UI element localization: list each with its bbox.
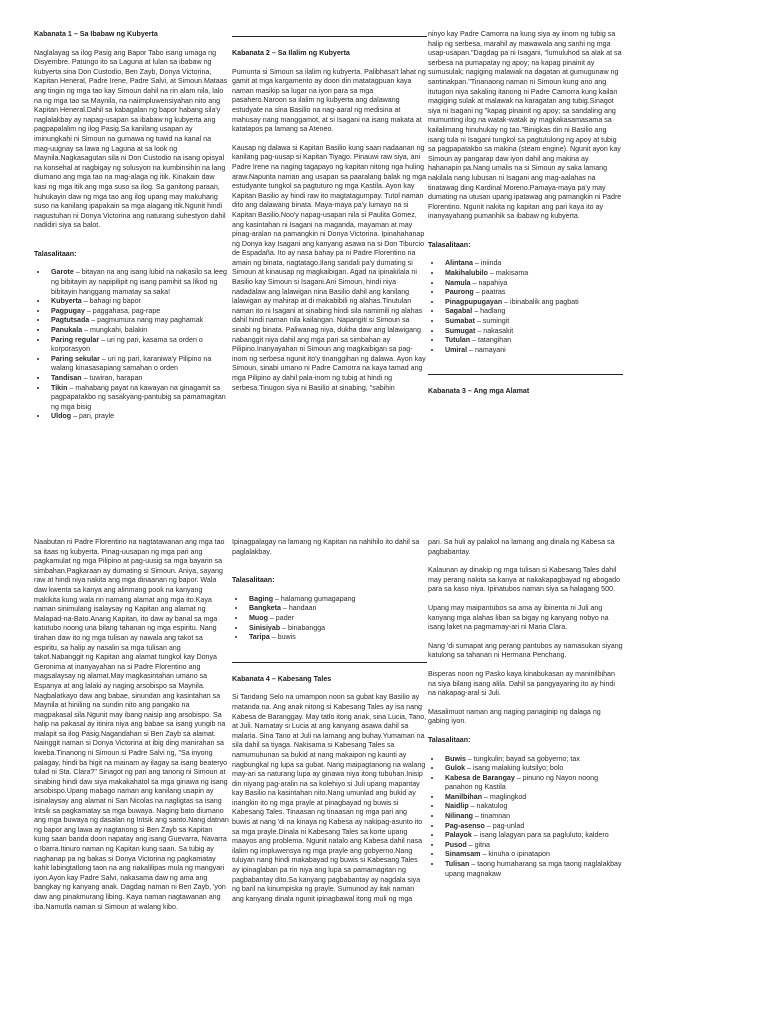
vocab-term: Pagpugay	[51, 306, 85, 315]
vocab-term: Pinagpupugayan	[445, 297, 503, 306]
vocab-term: Paring sekular	[51, 354, 100, 363]
vocab-term: Pag-asenso	[445, 821, 485, 830]
vocab-item	[48, 326, 229, 336]
vocab-term: Sinisiyab	[249, 623, 281, 632]
vocab-definition: – pagmumura nang may paghamak	[89, 316, 204, 325]
vocab-term: Makihalubilo	[445, 269, 488, 278]
vocab-term: Tandisan	[51, 374, 82, 382]
divider	[232, 662, 427, 663]
vocab-definition: – buwis	[269, 633, 296, 642]
vocab-term: Manilbihan	[445, 792, 483, 801]
vocab-term: Baging	[249, 594, 274, 603]
chapter-4-paragraph-5: Nang 'di sumapat ang perang pantubos ay namasukan siyang katulong sa tahanan ni Hermana Penchang.	[428, 641, 623, 660]
vocab-definition: – tatangihan	[470, 336, 512, 345]
vocab-definition: – paatras	[473, 288, 506, 297]
chapter-4-vocab-title: Talasalitaan:	[428, 735, 471, 744]
vocab-definition: – pag-unlad	[484, 821, 525, 830]
vocab-term: Pusod	[445, 840, 467, 849]
vocab-term: Namula	[445, 278, 471, 287]
vocab-definition: – bahagi ng bapor	[81, 297, 141, 306]
vocab-term: Umiral	[445, 345, 468, 354]
vocab-definition: – hadlang	[472, 307, 506, 316]
vocab-term: Nilinang	[445, 812, 473, 821]
vocab-item	[246, 633, 427, 643]
vocab-definition: – namayani	[467, 345, 506, 354]
vocab-definition: – halamang gumagapang	[273, 594, 356, 603]
vocab-term: Bangketa	[249, 604, 281, 613]
vocab-item	[442, 822, 623, 832]
vocab-definition: – paggahasa, pag-rape	[84, 306, 161, 315]
vocab-item	[442, 259, 623, 269]
column-bottom-middle	[232, 538, 427, 913]
column-top-right	[428, 30, 623, 406]
vocab-item	[48, 316, 229, 326]
vocab-item	[442, 860, 623, 879]
vocab-term: Tulisan	[445, 860, 470, 869]
vocab-item	[246, 604, 427, 614]
vocab-definition: – maglingkod	[482, 792, 527, 801]
vocab-item	[442, 764, 623, 774]
chapter-4-paragraph-6: Bisperas noon ng Pasko kaya kinabukasan ay maninilbihan na siya bilang isang alila. Dahil sa pangyayaring ito ay hindi na nakapag-aral si Juli.	[428, 669, 615, 698]
vocab-term: Sumugat	[445, 326, 476, 335]
chapter-2-paragraph-1: Pumunta si Simoun sa ilalim ng kubyerta. Palibhasa't lahat ng gamit at mga kargamento ay doon din matatagpuan kaya naman masikip sa lugar na iyon para sa mga pasahero.Naroon sa ilalim ng kubyerta ang dalawang estudyate na sina Basilio na nag-aaral ng medisina at mahusay nang manggamot, at si Isagani na isang makata at katatapos pa lamang sa Ateneo.	[232, 67, 426, 134]
vocab-item	[442, 774, 623, 793]
chapter-2-paragraph-3: ninyo kay Padre Camorra na kung siya ay iinom ng tubig sa halip ng serbesa, marahil ay mawawala ang sanhi ng mga usap-usapan."Dagdag pa ni Isagani, "lumuluhod sa alak at sa serbesa na pumapatay ng apoy; na kapag pinainit ay sumusulak; nagiging malawak na dagatan at gumugunaw ng santinakpan."Tinanaong naman ni Simoun kung ano ang itutugon niya sakaling itanong ni Padre Camorra kung kailan magiging sulak at malawak na karagatan ang tubig.Sinagot siya ni Isagani ng "kapag pinainit ng apoy; sa sandaling ang mumunting ilog na watak-watak ay magkakasamasama sa kailalimang hinuhukay ng tao."Binigkas din ni Basilio ang isang tula ni Isagani tungkol sa pagtutulong ng apoy at tubig sa pagpapatakbo sa makina (steam engine). Ngunit ayon kay Simoun ay pangarap daw iyon dahil ang makina ay hahanapin pa.Nang umalis na si Simoun ay saka lamang nakilala nang lubusan ni Isagani ang mag-aalahas na tinatawag ding Kardinal Moreno.Pamaya-maya pa'y may dumating na utusan upang ipatawag ang pamangkin ni Padre Florentino. Ngunit nakita ng kapitan ang pari kaya ito ay inanyayahang pumanhik sa ibabaw ng kubyerta.	[428, 30, 622, 221]
vocab-term: Palayok	[445, 831, 472, 840]
vocab-definition: – isang lalagyan para sa pagluluto; kaldero	[471, 831, 609, 840]
vocab-item	[246, 624, 427, 634]
vocab-item	[442, 327, 623, 337]
vocab-term: Pagtutsada	[51, 316, 90, 325]
column-bottom-left	[34, 538, 229, 921]
vocab-term: Taripa	[249, 633, 270, 642]
vocab-item	[442, 831, 623, 841]
vocab-item	[442, 850, 623, 860]
vocab-term: Sinamsam	[445, 850, 481, 859]
vocab-definition: – tungkulin; bayad sa gobyerno; tax	[465, 754, 580, 763]
vocab-item	[246, 614, 427, 624]
chapter-2-paragraph-2: Kausap ng dalawa si Kapitan Basilio kung saan nadaanan ng kanilang pag-uusap si Kapitan Tiyago. Pinauwi raw siya, ani Padre Irene na naging tagapayo ng kapitan nitong nga huling araw.Napunta naman ang usapan sa paaralang balak ng mga estudyante tungkol sa pagtuturo ng mga Kastila. Ayon kay Kapitan Basilio ay hindi raw ito magtatagumpay. Tutol naman dito ang dalawang binata. Maya-maya pa'y lumayo na si Kapitan Basilio.Noo'y napag-usapan nila si Paulita Gomez, ang kasintahan ni Isagani na maganda, mayaman at may pinag-aralan na pamangkin ni Donya Victorina. Ipinahahanap ng Donya kay Isagani ang kanyang asawa na si Don Tiburcio de Espadaña. Ito ay nasa bahay pa ni Padre Florentino na amain ng binata, nagtatago.Ilang sandali pa'y dumating si Simoun at kinausap ng magkaibigan. Agad na ipinakilala ni Basilio kay Simoun si Isagani.Ani Simoun, hindi niya nadadalaw ang lalawigan nina Basilio dahil ang kanilang lalawigan ay mahirap at di makabibili ng alahas.Tinutulan naman ito ni Isagani at sinabing hindi sila namimili ng alahas dahil hindi naman nila kailangan. Napangiti si Simoun sa sinabi ng binata. Paliwanag niya, dukha daw ang lalawigang nabanggit niya dahil ang mga pari sa simbahan ay Pilipino.Inanyayahan ni Simoun ang magkaibigan sa pag-inom ng serbesa ngunit ito'y tinanggihan ng dalawa. Ayon kay Simoun, sinabi umano ni Padre Camorra na kaya tamad ang mga Pilipino ay dahil pala-inom ng tubig at hindi ng serbesa.Tinugon siya ni Basilio at sinabing, "sabihin	[232, 143, 427, 392]
chapter-4-paragraph-7: Masalimuot naman ang naging panaginip ng dalaga ng gabing iyon.	[428, 707, 601, 726]
vocab-definition: – bitayan na ang isang lubid na nakasilo sa leeg ng bibitayin ay napipilipit ng isang pamihit sa likod ng bibitayin hanggang mamatay sa saka!	[51, 268, 227, 296]
vocab-definition: – nakatulog	[468, 802, 508, 811]
vocab-definition: – mahabang payat na kawayan na ginagamit sa pagpapatakbo ng sasakyang-pantubig sa pamamagitan ng mga bisig	[51, 383, 226, 411]
vocab-definition: – gitna	[466, 840, 490, 849]
vocab-item	[48, 355, 229, 374]
vocab-definition: – uri ng pari, kasama sa orden o korporasyon	[51, 335, 203, 354]
vocab-term: Sagabal	[445, 307, 473, 316]
vocab-definition: – isang malaking kutsilyo; bolo	[465, 764, 564, 773]
vocab-term: Garote	[51, 268, 74, 277]
vocab-item	[246, 595, 427, 605]
chapter-4-body: Si Tandang Selo na umampon noon sa gubat kay Basilio ay matanda na. Ang anak nitong si Kabesang Tales ay isa nang Kabesa de Baranggay. May tatlo itong anak, sina Lucia, Tano, at Juli. Namatay si Lucia at ang kanyang asawa dahil sa malaria. Sina Tano at Juli na lamang ang buhay.Yumaman na sila dahil sa tiyaga. Nakisama si Kabesang Tales sa namumuhunan sa bukid at nang makaipon ng kaunti ay nagbungkal ng lupa sa gubat. Nang maipagtanong na walang may-ari sa naturang lupa ay ginawa niya itong tubuhan.Inisip din niyang pag-aralin na sa kolehiyo si Juli upang mapantay kay Basilio na kasintahan nito.Nang umunlad ang bukid ay inangkin ito ng mga prayle at pinagbayad ng buwis si Kabesang Tales. Tinaasan ng tinaasan ng mga pari ang buwis at nang 'di na kinaya ng Kabesa ay nakipag-asunto ito sa mga prayle.Dinala ni Kabesang Tales sa korte upang maayos ang problema. Ngunit natalo ang Kabesa dahil nasa ilalim ng impluwensya ng mga prayle ang gobyerno.Nang tuluyan nang hindi makabayad ng buwis si Kabesang Tales ay ipinaglaban pa rin niya ang lupa sa pamamagitan ng pagbabantay dito.Sa kanyang pagbabantay ay nagdala siya ng baril na kinumpiska ng prayle. Sumunod ay itak naman ang kanyang dinala ngunit ipinagbawal itong muli ng mga	[232, 693, 427, 903]
chapter-3-vocab-title: Talasalitaan:	[232, 576, 275, 585]
vocab-item	[48, 336, 229, 355]
vocab-term: Sumabat	[445, 317, 475, 326]
vocab-item	[442, 269, 623, 279]
vocab-definition: – kinuha o ipinatapon	[480, 850, 550, 859]
chapter-1-title: Kabanata 1 – Sa Ibabaw ng Kubyerta	[34, 30, 158, 38]
vocab-item	[442, 841, 623, 851]
column-top-middle	[232, 36, 427, 402]
chapter-2-title: Kabanata 2 – Sa Ilalim ng Kubyerta	[232, 49, 350, 57]
chapter-2-vocab-title: Talasalitaan:	[428, 240, 471, 249]
chapter-4-title: Kabanata 4 – Kabesang Tales	[232, 674, 332, 683]
chapter-3-vocab-list	[232, 595, 427, 643]
vocab-definition: – pinuno ng Nayon noong panahon ng Kastila	[445, 773, 599, 792]
vocab-definition: – binabangga	[280, 623, 326, 632]
vocab-item	[442, 298, 623, 308]
vocab-item	[48, 374, 229, 384]
vocab-definition: – napahiya	[470, 278, 508, 287]
vocab-definition: – nakasakit	[475, 326, 514, 335]
vocab-definition: – handaan	[280, 604, 317, 613]
vocab-item	[48, 412, 229, 422]
chapter-4-vocab-list	[428, 755, 623, 880]
vocab-definition: – ibinabalik ang pagbati	[502, 297, 579, 306]
chapter-4-paragraph-3: Kalaunan ay dinakip ng mga tulisan si Kabesang Tales dahil may perang nakita sa kanya at nakakapagbayad ng abogado para sa kaso niya. Ipinatubos naman siya sa halagang 500.	[428, 566, 621, 594]
chapter-3-closing: Ipinagpalagay na lamang ng Kapitan na nahihilo ito dahil sa paglalakbay.	[232, 538, 420, 556]
vocab-item	[442, 755, 623, 765]
vocab-term: Tutulan	[445, 336, 471, 345]
vocab-term: Muog	[249, 613, 268, 622]
vocab-item	[442, 279, 623, 289]
vocab-term: Alintana	[445, 259, 473, 268]
vocab-definition: – sumingit	[474, 317, 510, 326]
column-top-left	[34, 30, 229, 431]
vocab-definition: – pari, prayle	[71, 412, 115, 421]
chapter-1-body: Naglalayag sa ilog Pasig ang Bapor Tabo isang umaga ng Disyembre. Patungo ito sa Laguna at lulan sa ibabaw ng kubyerta sina Don Custodio, Ben Zayb, Donya Victorina, Kapitan Heneral, Padre Irene, Padre Salvi, at Simoun.Mataas ang tingin ng mga tao kay Simoun dahil na rin alam nila, lalo na ng mga tao sa Maynila, na naiimpluwensiyahan nito ang Kapitan Heneral.Dahil sa kabagalan ng bapor habang sila'y naglalakbay ay napag-usapan sa ibabaw ng kubyerta ang pagpapalalim ng ilog Pasig.Sa kanilang usapan ay iminungkahi ni Simoun na gumawa ng tuwid na kanal na mag-uugnay sa lawa ng Laguna at sa look ng Maynila.Nagkasagutan sila ni Don Custodio na isang opisyal na konsehal at nagbigay ng solusyon na kumbinsihin na lang diumano ang mga tao na mag-alaga ng itik. Kinakain daw kasi ng mga itik ang mga suso sa ilog. Sa ganitong paraan, huhukayin daw ng mga tao ang ilog upang may makuhang suso na kanilang ipapakain sa mga alagang itik.Ngunit hindi nagustuhan ni Donya Victorina ang naturang suhestyon dahil nadidiri siya sa balot.	[34, 48, 228, 230]
vocab-term: Paurong	[445, 288, 474, 297]
vocab-definition: – tinamnan	[472, 812, 511, 821]
vocab-item	[48, 268, 229, 297]
vocab-item	[442, 336, 623, 346]
vocab-item	[442, 317, 623, 327]
column-bottom-right	[428, 538, 623, 888]
vocab-term: Kubyerta	[51, 297, 82, 306]
vocab-definition: – tuwiran, harapan	[81, 374, 143, 382]
chapter-4-paragraph-2: pari. Sa huli ay palakol na lamang ang dinala ng Kabesa sa pagbabantay.	[428, 538, 615, 556]
vocab-term: Paring regular	[51, 335, 100, 344]
vocab-term: Naidlip	[445, 802, 469, 811]
vocab-item	[442, 307, 623, 317]
vocab-item	[442, 288, 623, 298]
vocab-definition: – uri ng pari, karaniwa'y Pilipino na walang kinasasapiang samahan o orden	[51, 354, 212, 373]
vocab-item	[48, 297, 229, 307]
divider	[428, 374, 623, 375]
vocab-term: Kabesa de Barangay	[445, 773, 515, 782]
vocab-term: Buwis	[445, 754, 466, 763]
vocab-item	[442, 812, 623, 822]
vocab-item	[442, 793, 623, 803]
vocab-item	[48, 384, 229, 413]
vocab-term: Gulok	[445, 764, 466, 773]
chapter-2-vocab-list	[428, 259, 623, 355]
vocab-term: Uldog	[51, 412, 72, 421]
vocab-definition: – mungkahi, balakin	[82, 326, 148, 335]
vocab-term: Panukala	[51, 326, 83, 335]
vocab-definition: – taong humaharang sa mga taong naglalakbay upang magnakaw	[445, 860, 622, 878]
chapter-1-vocab-title: Talasalitaan:	[34, 249, 77, 258]
chapter-3-body: Naabutan ni Padre Florentino na nagtatawanan ang mga tao sa itaas ng kubyerta. Pinag-uusapan ng mga pari ang pagkamulat ng mga Pilipino at pag-uusig sa mga bayarin sa simbahan.Pagkaraan ay dumating si Simoun. Aniya, sayang raw at hindi niya nakita ang mga dinaanan ng bapor. Wala daw kwenta sa kanya ang alinmang pook na kanyang makikita kung wala rin namang alamat ang mga ito.Kaya naman sinimulang isalaysay ng Kapitan ang alamat ng Malapad-na-Bato.Anang Kapitan, ito daw ay banal sa mga katutubo noong una bilang tahanan ng mga espiritu. Nang tirahan daw ito ng mga tulisan ay nawala ang takot sa espiritu, sa halip ay nasalin sa mga tulisan ang takot.Nabanggit ng Kapitan ang alamat tungkol kay Donya Geronima at inanyayahan na si Padre Florentino ang magsalaysay ng alamat.May magkasintahan umano sa Espanya at ang lalaki ay naging arsobispo sa Maynila. Nagbalatkayo daw ang babae, sinundan ang kasintahan sa Maynila at hiniling na sundin nito ang pangako na magpakasal sila.Ngunit may ibang naisip ang arsobispo. Sa halip na pakasal ay itinira niya ang babae sa isang yungib na malapit sa ilog Pasig.Nagandahan si Ben Zayb sa alamat. Nainggit naman si Donya Victorina at ibig ding manirahan sa kweba.Tinanong ni Simoun si Padre Salvi ng, "Sa inyong palagay, hindi ba higit na mainam ay ilagay sa isang beateryo tulad ni Sta. Clara?" Sinagot ng pari ang tanong ni Simoun at sinabing hindi daw siya makakahatol sa mga ginawa ng isang arsobispo.Upang mabago naman ang kanilang usapin ay isinalaysay ang alamat ni San Nicolas na nagligtas sa isang Intsik sa pagkamatay sa mga buwaya. Naging bato diumano ang mga buwaya ng dasalan ng Intsik ang santo.Nang datnan ng bapor ang lawa ay nagtanong si Ben Zayb sa Kapitan kung saan banda doon napatay ang isang Guevarra, Navarra o Ibarra.Itinuro naman ng Kapitan kung saan. Sa tubig ay naghanap pa ng bakas si Donya Victorina ng pagkamatay kahit labingtatlong taon na ang nakalilipas mula ng mangyari iyon.Ayon kay Padre Salvi, nakasama daw ng ama ang bangkay ng kanyang anak. Dagdag naman ni Ben Zayb, 'yon daw ang pinakmurang libing. Kaya naman nagtawanan ang iba.Namutla naman si Simoun at walang kibo.	[34, 538, 229, 911]
vocab-definition: – pader	[267, 613, 294, 622]
vocab-term: Tikin	[51, 383, 68, 392]
vocab-definition: – makisama	[487, 269, 529, 278]
chapter-4-paragraph-4: Upang may maipantubos sa ama ay ibinenta ni Juli ang kanyang mga alahas liban sa bigay ng kanyang nobyo na isang laket na pagmamay-ari ni Maria Clara.	[428, 603, 609, 632]
vocab-item	[48, 307, 229, 317]
vocab-item	[442, 802, 623, 812]
divider	[232, 36, 427, 37]
vocab-definition: – iniinda	[472, 259, 502, 268]
vocab-item	[442, 346, 623, 356]
chapter-3-title: Kabanata 3 – Ang mga Alamat	[428, 387, 530, 396]
chapter-1-vocab-list	[34, 268, 229, 422]
